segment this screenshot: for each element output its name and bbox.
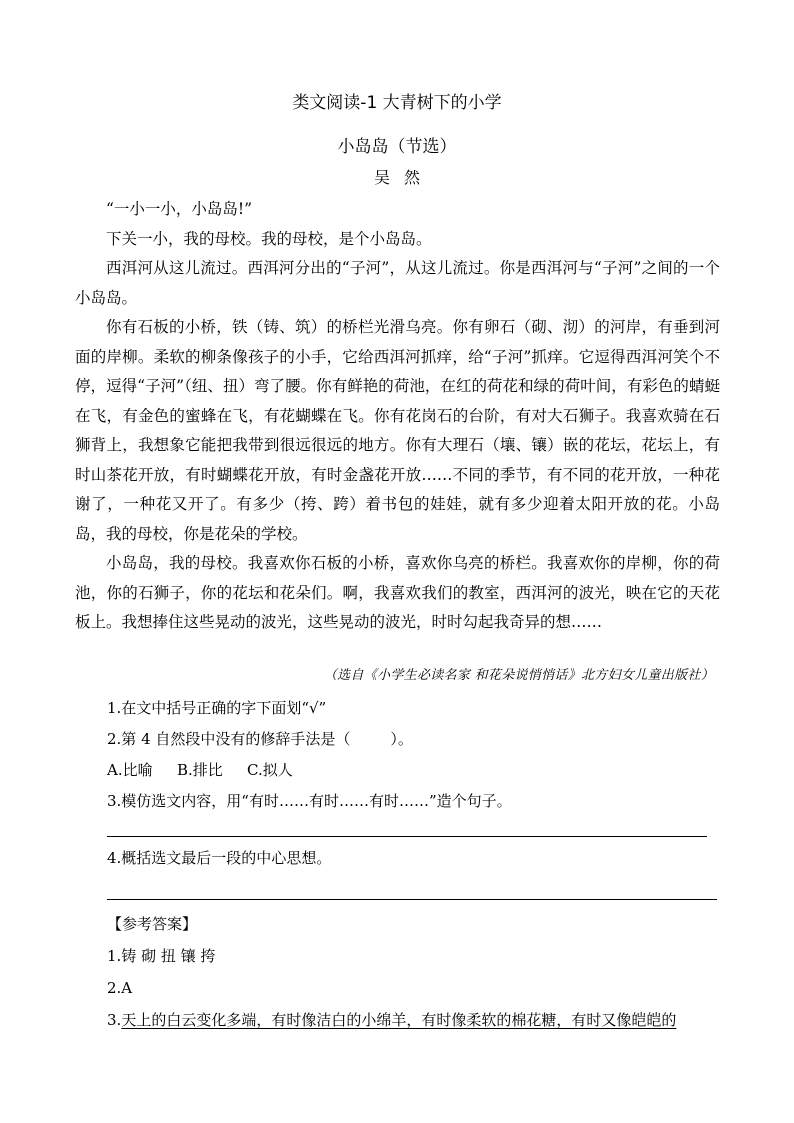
question-2-options [107, 755, 717, 786]
page-title: 类文阅读-1 大青树下的小学 [292, 93, 502, 113]
question-2-text: 2.第 4 自然段中没有的修辞手法是（ [107, 730, 351, 748]
passage-paragraph: 下关一小，我的母校。我的母校，是个小岛岛。 [106, 229, 432, 248]
answer-line-4[interactable] [107, 899, 717, 900]
reference-answers [107, 908, 727, 1036]
article-title: 小岛岛（节选） [337, 137, 457, 157]
option-a[interactable]: A.比喻 [107, 761, 153, 779]
option-c[interactable]: C.拟人 [247, 761, 293, 779]
author-name: 吴然 [373, 168, 434, 187]
passage [75, 195, 720, 638]
source-citation: （选自《小学生必读名家 和花朵说悄悄话》北方妇女儿童出版社） [323, 668, 714, 683]
question-2 [107, 724, 717, 755]
answer-line-3[interactable] [107, 836, 707, 837]
passage-paragraph: 小岛岛，我的母校。我喜欢你石板的小桥，喜欢你乌亮的桥栏。我喜欢你的岸柳，你的荷池，你的石狮子，你的花坛和花朵们。啊，我喜欢我们的教室，西洱河的波光，映在它的天花板上。我想捧住这些晃动的波光，这些晃动的波光，时时勾起我奇异的想…… [75, 554, 720, 631]
answers-heading: 【参考答案】 [107, 915, 198, 933]
passage-paragraph: “一小一小，小岛岛!” [106, 200, 253, 218]
questions [107, 693, 717, 817]
question-1: 1.在文中括号正确的字下面划“√” [107, 699, 327, 717]
passage-paragraph: 你有石板的小桥，铁（铸、筑）的桥栏光滑乌亮。你有卵石（砌、沏）的河岸，有垂到河面的岸柳。柔软的柳条像孩子的小手，它给西洱河抓痒，给“子河”抓痒。它逗得西洱河笑个不停，逗得“子河”（纽、扭）弯了腰。你有鲜艳的荷池，在红的荷花和绿的荷叶间，有彩色的蜻蜓在飞，有金色的蜜蜂在飞，有花蝴蝶在飞。你有花岗石的台阶，有对大石狮子。我喜欢骑在石狮背上，我想象它能把我带到很远很远的地方。你有大理石（壤、镶）嵌的花坛，花坛上，有时山茶花开放，有时蝴蝶花开放，有时金盏花开放……不同的季节，有不同的花开放，一种花谢了，一种花又开了。有多少（挎、跨）着书包的娃娃，就有多少迎着太阳开放的花。小岛岛，我的母校，你是花朵的学校。 [75, 318, 720, 543]
passage-paragraph: 西洱河从这儿流过。西洱河分出的“子河”，从这儿流过。你是西洱河与“子河”之间的一个小岛岛。 [75, 259, 720, 307]
answer-3-number: 3. [107, 1011, 122, 1029]
question-3: 3.模仿选文内容，用“有时……有时……有时……”造个句子。 [107, 792, 512, 810]
answer-2: 2.A [107, 979, 133, 997]
answer-3-text: 天上的白云变化多端，有时像洁白的小绵羊，有时像柔软的棉花糖，有时又像皑皑的 [121, 1011, 677, 1029]
answer-3 [107, 1004, 727, 1036]
question-2-suffix: ）。 [390, 730, 413, 748]
question-4: 4.概括选文最后一段的中心思想。 [107, 849, 332, 867]
answer-1: 1.铸 砌 扭 镶 挎 [107, 947, 216, 965]
option-b[interactable]: B.排比 [177, 761, 223, 779]
